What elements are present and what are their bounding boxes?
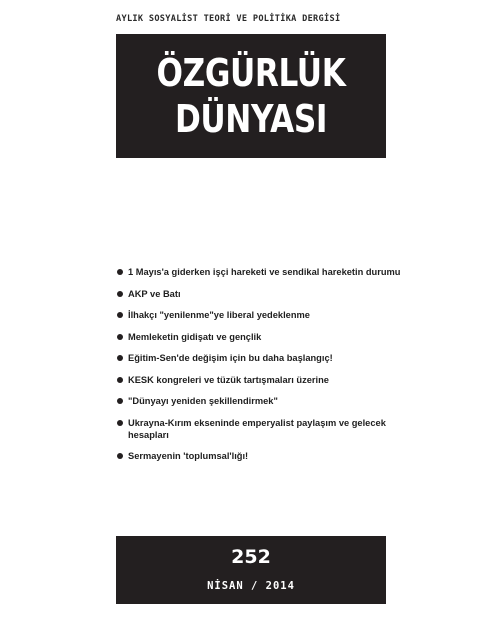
contents-item-text: AKP ve Batı xyxy=(128,288,181,299)
contents-item xyxy=(116,417,406,441)
magazine-tagline: AYLIK SOSYALİST TEORİ VE POLİTİKA DERGİSİ xyxy=(116,14,341,24)
bullet-icon xyxy=(117,420,123,426)
contents-item xyxy=(116,352,406,364)
contents-item xyxy=(116,288,406,300)
contents-item xyxy=(116,450,406,462)
issue-number: 252 xyxy=(231,546,271,568)
contents-item-text: Eğitim-Sen'de değişim için bu daha başlangıç! xyxy=(128,353,333,363)
contents-item-text: İlhakçı "yenilenme"ye liberal yedeklenme xyxy=(128,310,310,320)
contents-item xyxy=(116,309,406,321)
bullet-icon xyxy=(117,355,123,361)
contents-item-text: Sermayenin 'toplumsal'lığı! xyxy=(128,451,249,461)
bullet-icon xyxy=(117,291,123,297)
contents-item-text: Memleketin gidişatı ve gençlik xyxy=(128,331,262,342)
bullet-icon xyxy=(117,398,123,404)
masthead-box xyxy=(116,34,386,158)
contents-list xyxy=(116,266,406,472)
masthead-title-line1: ÖZGÜRLÜK xyxy=(156,51,346,95)
bullet-icon xyxy=(117,377,123,383)
contents-item-text: Ukrayna-Kırım ekseninde emperyalist paylaşım ve gelecek hesapları xyxy=(128,417,386,440)
bullet-icon xyxy=(117,269,123,275)
masthead-title-line2: DÜNYASI xyxy=(174,97,328,141)
contents-item xyxy=(116,266,406,278)
bullet-icon xyxy=(117,312,123,318)
issue-date: NİSAN / 2014 xyxy=(207,580,295,592)
contents-item-text: KESK kongreleri ve tüzük tartışmaları üzerine xyxy=(128,374,329,385)
contents-item-text: 1 Mayıs'a giderken işçi hareketi ve sendikal hareketin durumu xyxy=(128,267,401,277)
contents-item xyxy=(116,331,406,343)
contents-item xyxy=(116,374,406,386)
contents-item-text: "Dünyayı yeniden şekillendirmek" xyxy=(128,396,278,406)
contents-item xyxy=(116,395,406,407)
bullet-icon xyxy=(117,334,123,340)
bullet-icon xyxy=(117,453,123,459)
issue-box xyxy=(116,536,386,604)
